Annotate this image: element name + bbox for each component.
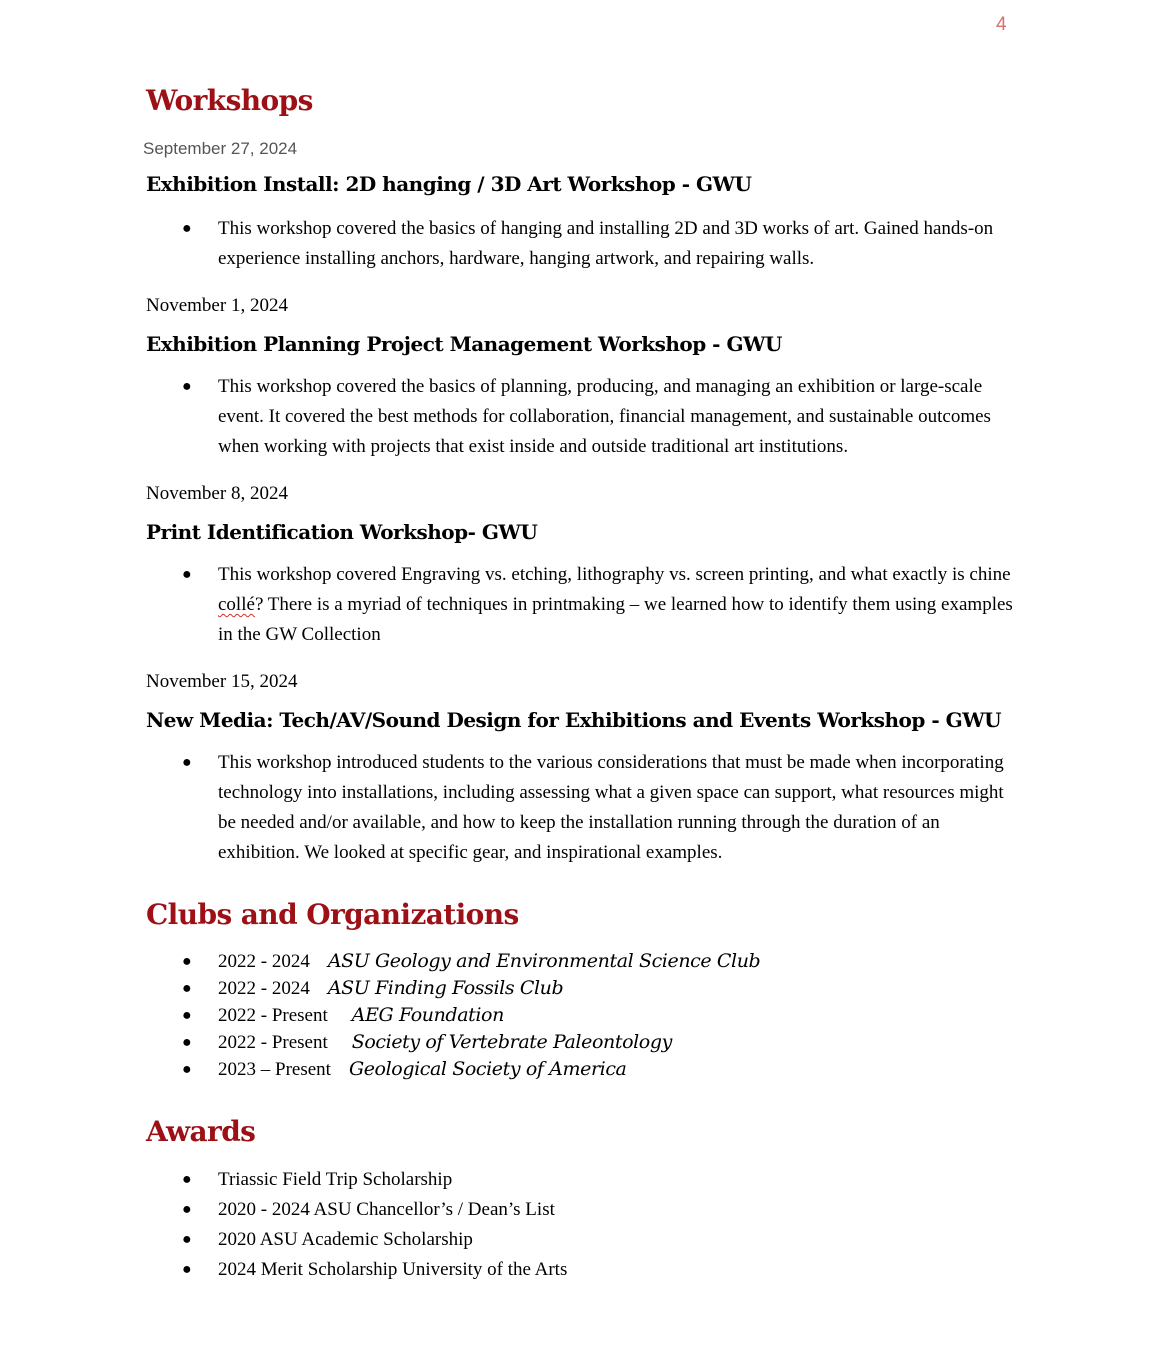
clubs-list [146, 948, 1026, 1083]
bullet-icon: ● [182, 1034, 192, 1051]
club-name: Society of Vertebrate Paleontology [351, 1031, 672, 1053]
workshop-description-list [146, 560, 1026, 650]
club-years: 2022 - 2024 [218, 978, 310, 999]
workshop-title: Exhibition Planning Project Management Workshop - GWU [146, 332, 782, 356]
document-body [143, 82, 1026, 1285]
clubs-heading: Clubs and Organizations [146, 898, 519, 931]
bullet-icon: ● [182, 1007, 192, 1024]
club-name: ASU Geology and Environmental Science Club [327, 950, 761, 972]
list-item [146, 1195, 1026, 1225]
bullet-icon: ● [182, 953, 192, 970]
bullet-icon: ● [182, 220, 192, 237]
workshop-description-text: This workshop covered the basics of planning, producing, and managing an exhibition or large-scale event. It covered the best methods for collaboration, financial management, and sustainable outcomes when working with projects that exist inside and outside traditional art institutions. [218, 376, 991, 457]
workshop-date: November 8, 2024 [146, 483, 288, 504]
bullet-icon: ● [182, 1171, 192, 1188]
club-years: 2022 - Present [218, 1032, 328, 1053]
bullet-icon: ● [182, 754, 192, 771]
workshop-description [146, 372, 1026, 462]
bullet-icon: ● [182, 378, 192, 395]
workshop-description-text [218, 564, 1013, 645]
list-item [146, 1029, 1026, 1056]
workshop-entry [146, 482, 1026, 650]
workshop-description [146, 748, 1026, 868]
award-name: 2024 Merit Scholarship University of the Arts [218, 1259, 568, 1280]
club-name: Geological Society of America [348, 1058, 627, 1080]
description-text-part: This workshop covered Engraving vs. etching, lithography vs. screen printing, and what exactly is chine [218, 564, 1011, 585]
club-years: 2023 – Present [218, 1059, 331, 1080]
award-name: 2020 - 2024 ASU Chancellor’s / Dean’s List [218, 1199, 555, 1220]
award-name: 2020 ASU Academic Scholarship [218, 1229, 473, 1250]
club-name: AEG Foundation [351, 1004, 504, 1026]
description-text-part: ? There is a myriad of techniques in printmaking – we learned how to identify them using examples in the GW Collection [218, 594, 1013, 645]
workshop-entry [143, 138, 1026, 274]
bullet-icon: ● [182, 980, 192, 997]
bullet-icon: ● [182, 1261, 192, 1278]
workshop-title: Exhibition Install: 2D hanging / 3D Art Workshop - GWU [146, 172, 752, 196]
workshop-description-text: This workshop covered the basics of hanging and installing 2D and 3D works of art. Gained hands-on experience installing anchors, hardware, hanging artwork, and repairing walls. [218, 218, 994, 269]
workshop-description-list [146, 214, 1026, 274]
bullet-icon: ● [182, 1231, 192, 1248]
list-item [146, 948, 1026, 975]
workshop-entry [146, 670, 1026, 868]
workshop-description-list [146, 748, 1026, 868]
workshop-date: November 15, 2024 [146, 671, 298, 692]
club-years: 2022 - Present [218, 1005, 328, 1026]
workshop-entry [146, 294, 1026, 462]
workshop-date: September 27, 2024 [143, 139, 298, 158]
workshop-description-list [146, 372, 1026, 462]
awards-list [146, 1165, 1026, 1285]
award-name: Triassic Field Trip Scholarship [218, 1169, 453, 1190]
club-name: ASU Finding Fossils Club [327, 977, 564, 999]
workshop-description [146, 560, 1026, 650]
list-item [146, 1225, 1026, 1255]
bullet-icon: ● [182, 566, 192, 583]
workshop-description [146, 214, 1026, 274]
bullet-icon: ● [182, 1201, 192, 1218]
list-item [146, 975, 1026, 1002]
list-item [146, 1056, 1026, 1083]
list-item [146, 1255, 1026, 1285]
page-number: 4 [996, 14, 1007, 35]
spellcheck-flagged-word[interactable]: collé [218, 594, 255, 615]
club-years: 2022 - 2024 [218, 951, 310, 972]
workshops-heading: Workshops [146, 84, 313, 117]
workshop-title: New Media: Tech/AV/Sound Design for Exhibitions and Events Workshop - GWU [146, 708, 1002, 732]
workshop-description-text: This workshop introduced students to the various considerations that must be made when incorporating technology into installations, including assessing what a given space can support, what resources might be needed and/or available, and how to keep the installation running through the duration of an exhibition. We looked at specific gear, and inspirational examples. [218, 752, 1004, 863]
awards-heading: Awards [146, 1115, 256, 1148]
list-item [146, 1165, 1026, 1195]
workshop-title: Print Identification Workshop- GWU [146, 520, 538, 544]
workshop-date: November 1, 2024 [146, 295, 288, 316]
list-item [146, 1002, 1026, 1029]
bullet-icon: ● [182, 1061, 192, 1078]
